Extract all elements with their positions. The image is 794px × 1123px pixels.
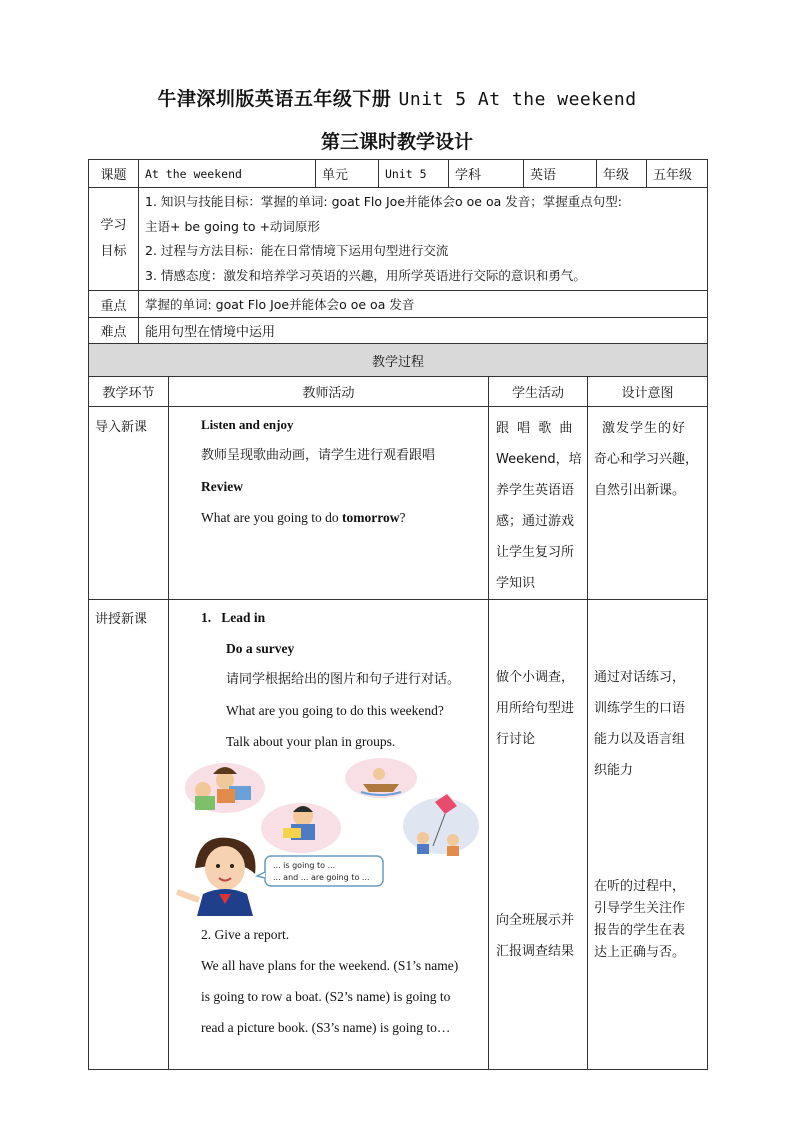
column-teacher: 教师活动 xyxy=(169,377,489,407)
bubble-line-2: ... and ... are going to ... xyxy=(273,873,370,882)
difficult-point-label: 难点 xyxy=(89,318,139,344)
survey-illustration xyxy=(173,756,483,916)
column-purpose: 设计意图 xyxy=(588,377,708,407)
thought-cloud-kite xyxy=(403,794,479,856)
student-new-line: 汇报调查结果 xyxy=(496,944,575,959)
purpose-new-line: 能力以及语言组 xyxy=(594,732,686,747)
survey-task: Talk about your plan in groups. xyxy=(226,734,396,749)
title-chinese: 牛津深圳版英语五年级下册 xyxy=(157,88,392,110)
purpose-new-line: 达上正确与否。 xyxy=(594,945,686,960)
student-activity-intro xyxy=(489,407,588,600)
student-new-line: 行讨论 xyxy=(496,732,536,747)
purpose-new-lesson xyxy=(588,600,708,1070)
review-question-bold: tomorrow xyxy=(341,510,400,525)
report-heading: 2. Give a report. xyxy=(201,927,290,942)
review-question-end: ? xyxy=(399,510,406,525)
key-point-value: 掌握的单词: goat Flo Joe并能体会o oe oa 发音 xyxy=(139,291,708,318)
topic-label: 课题 xyxy=(89,160,139,188)
stage-new-lesson: 讲授新课 xyxy=(89,600,169,1070)
unit-label: 单元 xyxy=(316,160,379,188)
song-instruction: 教师呈现歌曲动画，请学生进行观看跟唱 xyxy=(201,448,436,463)
purpose-new-line: 报告的学生在表 xyxy=(594,923,686,938)
student-intro-line: 让学生复习所 xyxy=(496,545,575,560)
purpose-intro-line: 激发学生的好 xyxy=(602,421,687,436)
student-intro-line: 跟 唱 歌 曲 xyxy=(496,421,575,436)
review-question xyxy=(201,508,488,528)
purpose-intro xyxy=(588,407,708,600)
purpose-new-line: 织能力 xyxy=(594,763,634,778)
purpose-new-line: 引导学生关注作 xyxy=(594,901,686,916)
column-student: 学生活动 xyxy=(489,377,588,407)
objective-2: 2. 过程与方法目标：能在日常情境下运用句型进行交流 xyxy=(145,243,449,258)
purpose-intro-line: 自然引出新课。 xyxy=(594,483,686,498)
info-table xyxy=(88,159,708,344)
title-english: Unit 5 At the weekend xyxy=(398,89,637,110)
survey-question: What are you going to do this weekend? xyxy=(226,703,444,718)
objective-1a: 1. 知识与技能目标：掌握的单词: goat Flo Joe并能体会o oe oa 发音；掌握重点句型: xyxy=(145,194,622,209)
objectives-label-line-1: 学习 xyxy=(100,218,127,233)
student-new-line: 做个小调查， xyxy=(496,670,575,685)
report-line-1: We all have plans for the weekend. (S1’s name) xyxy=(201,958,459,973)
girl-figure xyxy=(177,838,255,916)
objectives-label-line-2: 目标 xyxy=(100,244,127,259)
grade-label: 年级 xyxy=(597,160,647,188)
thought-cloud-computer xyxy=(185,763,265,813)
purpose-new-line: 在听的过程中， xyxy=(594,879,686,894)
student-new-line: 用所给句型进 xyxy=(496,701,575,716)
stage-intro: 导入新课 xyxy=(89,407,169,600)
teacher-activity-new-lesson xyxy=(169,600,489,1070)
student-intro-line: 学知识 xyxy=(496,576,536,591)
student-intro-line: 感；通过游戏 xyxy=(496,514,575,529)
review-heading: Review xyxy=(201,479,243,494)
key-point-label: 重点 xyxy=(89,291,139,318)
grade-value: 五年级 xyxy=(647,160,708,188)
subject-value: 英语 xyxy=(524,160,597,188)
survey-heading: Do a survey xyxy=(226,641,295,656)
bubble-line-1: ... is going to ... xyxy=(273,861,336,870)
lead-in-text: Lead in xyxy=(221,610,266,625)
survey-instruction: 请同学根据给出的图片和句子进行对话。 xyxy=(226,672,461,687)
process-heading: 教学过程 xyxy=(89,344,708,377)
page-title xyxy=(0,84,794,111)
teacher-activity-intro xyxy=(169,407,489,600)
student-intro-line: Weekend，培 xyxy=(496,452,582,467)
review-question-text: What are you going to do xyxy=(201,510,342,525)
thought-cloud-reading xyxy=(261,803,341,853)
purpose-new-line: 训练学生的口语 xyxy=(594,701,686,716)
topic-value: At the weekend xyxy=(139,160,316,188)
objective-3: 3. 情感态度：激发和培养学习英语的兴趣，用所学英语进行交际的意识和勇气。 xyxy=(145,267,586,283)
objectives-content xyxy=(139,188,708,291)
purpose-intro-line: 奇心和学习兴趣， xyxy=(594,452,699,467)
student-activity-new-lesson xyxy=(489,600,588,1070)
student-new-line: 向全班展示并 xyxy=(496,913,575,928)
objective-1b: 主语+ be going to +动词原形 xyxy=(145,218,320,234)
subject-label: 学科 xyxy=(449,160,524,188)
lead-in-number: 1. xyxy=(201,610,212,625)
thought-cloud-boat xyxy=(345,758,417,798)
page-subtitle: 第三课时教学设计 xyxy=(320,131,473,153)
column-stage: 教学环节 xyxy=(89,377,169,407)
purpose-new-line: 通过对话练习， xyxy=(594,670,686,685)
objectives-label xyxy=(89,188,139,291)
difficult-point-value: 能用句型在情境中运用 xyxy=(139,318,708,344)
process-table xyxy=(88,343,708,1070)
speech-bubble xyxy=(257,856,383,886)
listen-and-enjoy: Listen and enjoy xyxy=(201,417,294,432)
survey-illustration-svg xyxy=(173,756,483,916)
report-line-3: read a picture book. (S3’s name) is going to… xyxy=(201,1020,451,1035)
unit-value: Unit 5 xyxy=(379,160,449,188)
report-line-2: is going to row a boat. (S2’s name) is going to xyxy=(201,989,451,1004)
lead-in-heading xyxy=(169,608,488,628)
student-intro-line: 养学生英语语 xyxy=(496,483,575,498)
